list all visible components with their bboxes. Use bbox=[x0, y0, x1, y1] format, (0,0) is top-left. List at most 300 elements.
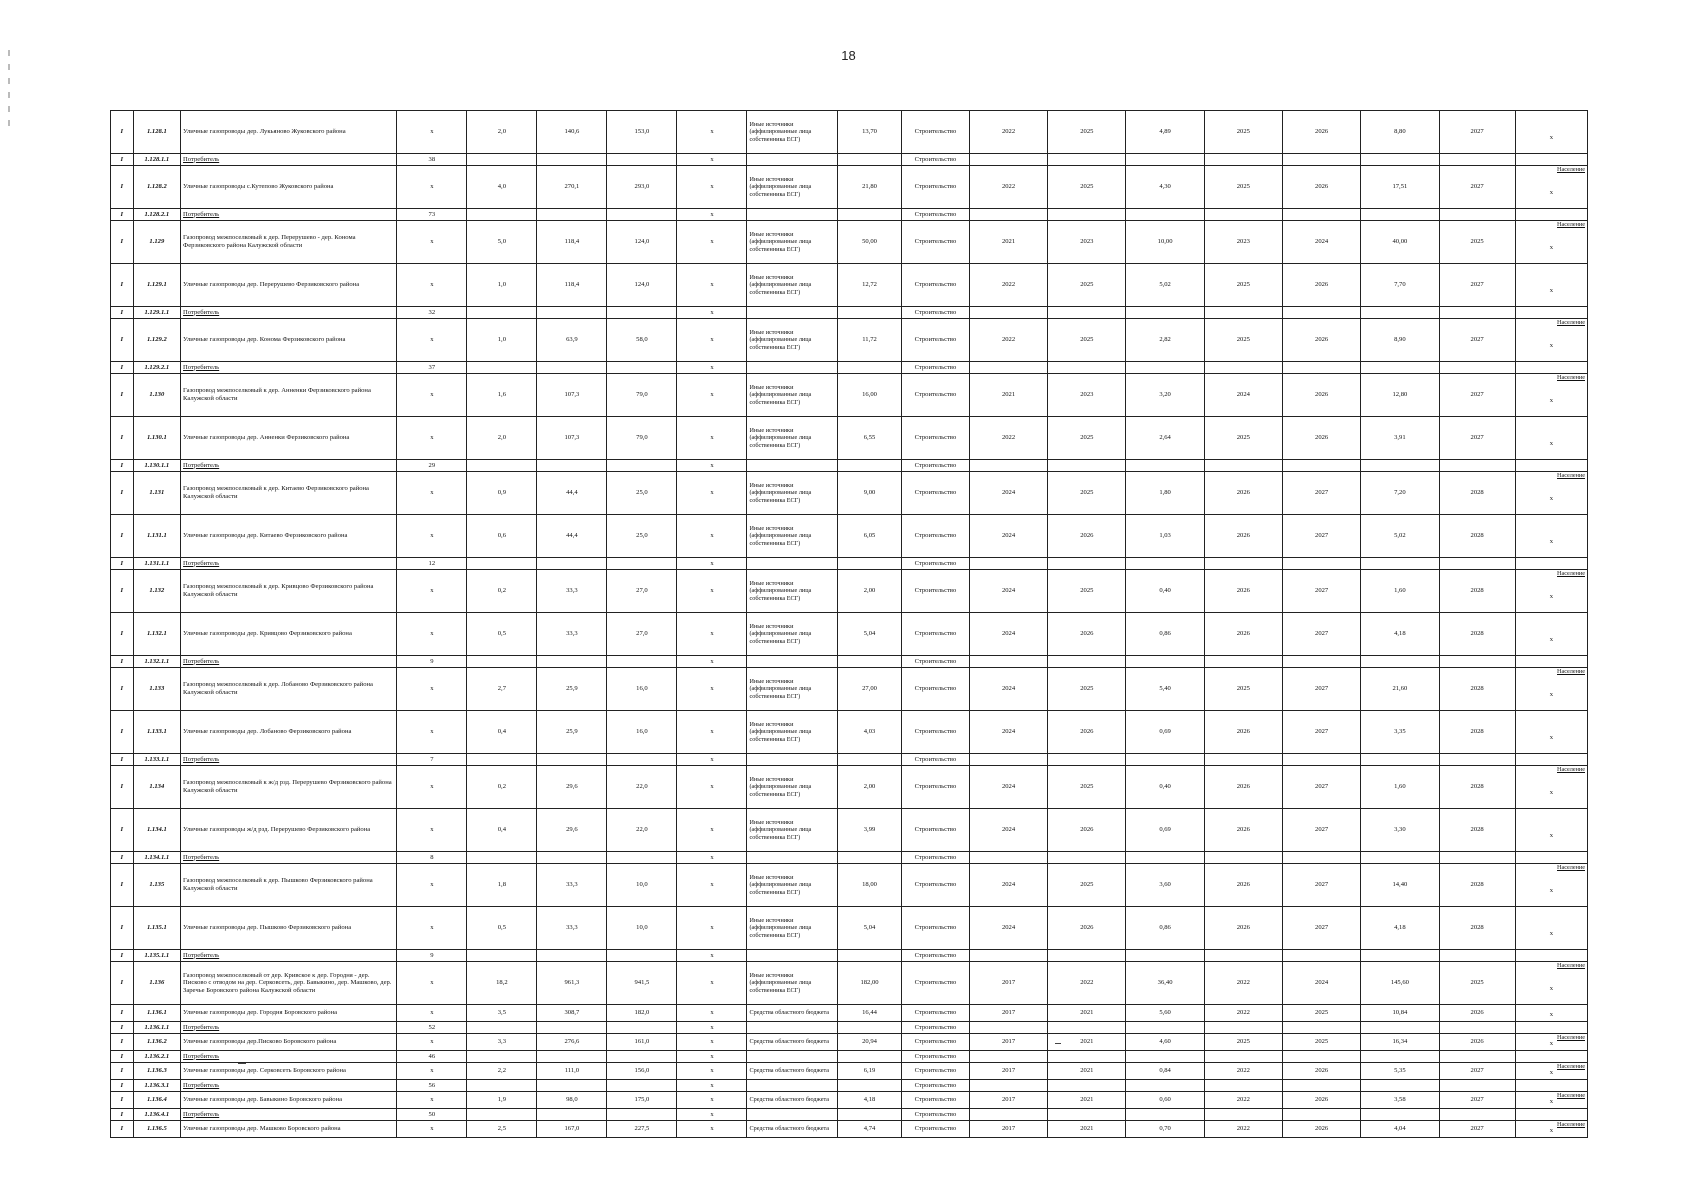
cell-empty bbox=[1439, 1080, 1515, 1092]
cell-year-4: 2024 bbox=[1282, 221, 1360, 264]
cell-source: Иные источники (аффилированные лица собственника ЕСГ) bbox=[747, 864, 838, 907]
consumer-row bbox=[111, 754, 1588, 766]
cell-year-5: 2027 bbox=[1439, 319, 1515, 362]
cell-year-4: 2026 bbox=[1282, 1121, 1360, 1138]
cell-last-mark: х bbox=[1549, 495, 1554, 503]
cell-roman: I bbox=[111, 264, 134, 307]
cell-col5: 33,3 bbox=[537, 613, 607, 656]
cell-year-start: 2024 bbox=[969, 472, 1047, 515]
cell-col5: 33,3 bbox=[537, 907, 607, 950]
cell-source: Иные источники (аффилированные лица собственника ЕСГ) bbox=[747, 613, 838, 656]
cell-value-2: 5,35 bbox=[1361, 1063, 1439, 1080]
cell-empty bbox=[1204, 460, 1282, 472]
cell-year-4: 2024 bbox=[1282, 962, 1360, 1005]
cell-year-5: 2028 bbox=[1439, 668, 1515, 711]
cell-population-label: Население bbox=[1557, 166, 1585, 173]
cell-stage: Строительство bbox=[901, 264, 969, 307]
page-number: 18 bbox=[841, 48, 856, 63]
cell-empty bbox=[1361, 852, 1439, 864]
cell-col6: 182,0 bbox=[607, 1005, 677, 1022]
cell-length: 1,0 bbox=[467, 319, 537, 362]
cell-name: Газопровод межпоселковый к ж/д рзд. Перерушево Ферзиковского района Калужской области bbox=[181, 766, 397, 809]
cell-year-3: 2025 bbox=[1204, 417, 1282, 460]
cell-length: 2,0 bbox=[467, 417, 537, 460]
cell-length: 5,0 bbox=[467, 221, 537, 264]
cell-col3: х bbox=[397, 711, 467, 754]
cell-year-3: 2026 bbox=[1204, 570, 1282, 613]
cell-empty bbox=[1515, 1080, 1587, 1092]
cell-year-end: 2026 bbox=[1048, 515, 1126, 558]
cell-col5: 118,4 bbox=[537, 221, 607, 264]
cell-col5: 308,7 bbox=[537, 1005, 607, 1022]
cell-empty bbox=[1126, 362, 1204, 374]
project-row bbox=[111, 809, 1588, 852]
cell-empty bbox=[838, 950, 902, 962]
cell-length: 2,0 bbox=[467, 111, 537, 154]
cell-col7: х bbox=[677, 711, 747, 754]
cell-year-5: 2026 bbox=[1439, 1034, 1515, 1051]
cell-amount: 6,19 bbox=[838, 1063, 902, 1080]
cell-empty bbox=[607, 852, 677, 864]
cell-empty bbox=[1361, 656, 1439, 668]
cell-number: 1.136.3.1 bbox=[133, 1080, 180, 1092]
cell-year-start: 2024 bbox=[969, 711, 1047, 754]
cell-empty bbox=[1439, 307, 1515, 319]
cell-number: 1.134.1 bbox=[133, 809, 180, 852]
cell-source: Средства областного бюджета bbox=[747, 1092, 838, 1109]
cell-value-1: 3,60 bbox=[1126, 864, 1204, 907]
cell-roman: I bbox=[111, 111, 134, 154]
cell-year-5: 2028 bbox=[1439, 472, 1515, 515]
cell-empty bbox=[607, 754, 677, 766]
cell-empty bbox=[747, 1080, 838, 1092]
cell-amount: 6,55 bbox=[838, 417, 902, 460]
cell-col7: х bbox=[677, 864, 747, 907]
cell-empty bbox=[838, 362, 902, 374]
cell-source: Иные источники (аффилированные лица собственника ЕСГ) bbox=[747, 111, 838, 154]
cell-year-end: 2025 bbox=[1048, 166, 1126, 209]
cell-empty bbox=[467, 209, 537, 221]
cell-value-2: 5,02 bbox=[1361, 515, 1439, 558]
cell-col7: х bbox=[677, 852, 747, 864]
cell-empty bbox=[1126, 1051, 1204, 1063]
cell-col5: 33,3 bbox=[537, 864, 607, 907]
cell-empty bbox=[537, 1080, 607, 1092]
project-row bbox=[111, 166, 1588, 209]
cell-year-4: 2026 bbox=[1282, 166, 1360, 209]
cell-stage: Строительство bbox=[901, 950, 969, 962]
cell-value-1: 5,02 bbox=[1126, 264, 1204, 307]
cell-name: Потребитель bbox=[181, 1051, 397, 1063]
cell-stage: Строительство bbox=[901, 852, 969, 864]
cell-col7: х bbox=[677, 1121, 747, 1138]
cell-amount: 9,00 bbox=[838, 472, 902, 515]
cell-amount: 11,72 bbox=[838, 319, 902, 362]
cell-col6: 25,0 bbox=[607, 472, 677, 515]
cell-last bbox=[1515, 166, 1587, 209]
cell-stage: Строительство bbox=[901, 558, 969, 570]
cell-last-mark: х bbox=[1549, 832, 1554, 840]
cell-empty bbox=[1515, 307, 1587, 319]
scan-mark bbox=[1055, 1043, 1061, 1044]
cell-empty bbox=[1204, 154, 1282, 166]
cell-empty bbox=[1515, 656, 1587, 668]
cell-empty bbox=[747, 307, 838, 319]
cell-number: 1.130.1.1 bbox=[133, 460, 180, 472]
cell-last-mark: х bbox=[1549, 1069, 1554, 1077]
cell-number: 1.131.1 bbox=[133, 515, 180, 558]
cell-name: Уличные газопроводы дер. Пышково Ферзиковского района bbox=[181, 907, 397, 950]
cell-last bbox=[1515, 264, 1587, 307]
cell-year-5: 2027 bbox=[1439, 1121, 1515, 1138]
cell-empty bbox=[537, 558, 607, 570]
cell-roman: I bbox=[111, 417, 134, 460]
cell-col6: 22,0 bbox=[607, 809, 677, 852]
cell-year-3: 2022 bbox=[1204, 1005, 1282, 1022]
cell-length: 1,6 bbox=[467, 374, 537, 417]
cell-value-1: 4,60 bbox=[1126, 1034, 1204, 1051]
cell-stage: Строительство bbox=[901, 809, 969, 852]
cell-col5: 140,6 bbox=[537, 111, 607, 154]
cell-year-3: 2026 bbox=[1204, 472, 1282, 515]
cell-empty bbox=[1361, 154, 1439, 166]
project-row bbox=[111, 1063, 1588, 1080]
cell-col7: х bbox=[677, 154, 747, 166]
cell-last bbox=[1515, 111, 1587, 154]
cell-name: Потребитель bbox=[181, 1080, 397, 1092]
cell-empty bbox=[1048, 1051, 1126, 1063]
cell-last-mark: х bbox=[1549, 342, 1554, 350]
cell-amount: 2,00 bbox=[838, 570, 902, 613]
cell-year-end: 2025 bbox=[1048, 417, 1126, 460]
cell-empty bbox=[467, 656, 537, 668]
cell-empty bbox=[1439, 754, 1515, 766]
cell-col7: х bbox=[677, 374, 747, 417]
consumer-row bbox=[111, 1109, 1588, 1121]
cell-population-label: Население bbox=[1557, 1092, 1585, 1099]
cell-source: Иные источники (аффилированные лица собственника ЕСГ) bbox=[747, 319, 838, 362]
cell-col6: 79,0 bbox=[607, 417, 677, 460]
cell-col5: 107,3 bbox=[537, 417, 607, 460]
cell-empty bbox=[1048, 154, 1126, 166]
cell-last-mark: х bbox=[1549, 134, 1554, 142]
cell-col3: х bbox=[397, 111, 467, 154]
cell-empty bbox=[607, 362, 677, 374]
cell-empty bbox=[1048, 1022, 1126, 1034]
cell-empty bbox=[1515, 950, 1587, 962]
consumer-row bbox=[111, 362, 1588, 374]
cell-roman: I bbox=[111, 1109, 134, 1121]
cell-value-2: 16,34 bbox=[1361, 1034, 1439, 1051]
cell-name: Потребитель bbox=[181, 558, 397, 570]
cell-population-label: Население bbox=[1557, 374, 1585, 381]
cell-col6: 124,0 bbox=[607, 264, 677, 307]
cell-last-mark: х bbox=[1549, 691, 1554, 699]
cell-roman: I bbox=[111, 319, 134, 362]
cell-source: Средства областного бюджета bbox=[747, 1063, 838, 1080]
cell-roman: I bbox=[111, 1034, 134, 1051]
consumer-row bbox=[111, 1022, 1588, 1034]
cell-empty bbox=[969, 1051, 1047, 1063]
cell-source: Иные источники (аффилированные лица собственника ЕСГ) bbox=[747, 809, 838, 852]
cell-col5: 25,9 bbox=[537, 711, 607, 754]
cell-year-4: 2027 bbox=[1282, 472, 1360, 515]
cell-col7: х bbox=[677, 754, 747, 766]
cell-value-2: 4,18 bbox=[1361, 613, 1439, 656]
cell-source: Иные источники (аффилированные лица собственника ЕСГ) bbox=[747, 374, 838, 417]
cell-empty bbox=[838, 1080, 902, 1092]
cell-empty bbox=[1515, 1022, 1587, 1034]
cell-empty bbox=[747, 558, 838, 570]
cell-population-label: Население bbox=[1557, 962, 1585, 969]
cell-source: Иные источники (аффилированные лица собственника ЕСГ) bbox=[747, 907, 838, 950]
cell-col7: х bbox=[677, 1080, 747, 1092]
cell-empty bbox=[969, 950, 1047, 962]
cell-consumer-count: 37 bbox=[397, 362, 467, 374]
cell-roman: I bbox=[111, 1092, 134, 1109]
cell-empty bbox=[1439, 1051, 1515, 1063]
cell-year-5: 2028 bbox=[1439, 864, 1515, 907]
cell-empty bbox=[969, 154, 1047, 166]
cell-number: 1.129 bbox=[133, 221, 180, 264]
cell-last bbox=[1515, 1063, 1587, 1080]
cell-empty bbox=[838, 460, 902, 472]
cell-col6: 175,0 bbox=[607, 1092, 677, 1109]
cell-year-end: 2025 bbox=[1048, 570, 1126, 613]
cell-empty bbox=[1515, 460, 1587, 472]
consumer-row bbox=[111, 154, 1588, 166]
cell-length: 1,8 bbox=[467, 864, 537, 907]
cell-last bbox=[1515, 472, 1587, 515]
cell-empty bbox=[467, 1080, 537, 1092]
cell-amount: 5,04 bbox=[838, 907, 902, 950]
cell-year-start: 2022 bbox=[969, 111, 1047, 154]
cell-year-5: 2028 bbox=[1439, 809, 1515, 852]
cell-last bbox=[1515, 374, 1587, 417]
cell-amount: 4,03 bbox=[838, 711, 902, 754]
cell-empty bbox=[1048, 209, 1126, 221]
cell-last bbox=[1515, 809, 1587, 852]
project-row bbox=[111, 711, 1588, 754]
cell-empty bbox=[969, 1022, 1047, 1034]
cell-empty bbox=[467, 1022, 537, 1034]
cell-year-start: 2024 bbox=[969, 907, 1047, 950]
cell-year-start: 2024 bbox=[969, 515, 1047, 558]
cell-empty bbox=[747, 1109, 838, 1121]
cell-amount: 3,99 bbox=[838, 809, 902, 852]
cell-length: 0,4 bbox=[467, 711, 537, 754]
cell-number: 1.130.1 bbox=[133, 417, 180, 460]
cell-empty bbox=[838, 852, 902, 864]
cell-col7: х bbox=[677, 950, 747, 962]
cell-value-1: 0,69 bbox=[1126, 809, 1204, 852]
cell-number: 1.134 bbox=[133, 766, 180, 809]
cell-year-start: 2022 bbox=[969, 166, 1047, 209]
cell-consumer-count: 46 bbox=[397, 1051, 467, 1063]
cell-empty bbox=[838, 209, 902, 221]
cell-col7: х bbox=[677, 766, 747, 809]
cell-empty bbox=[1282, 656, 1360, 668]
cell-stage: Строительство bbox=[901, 613, 969, 656]
cell-value-1: 0,69 bbox=[1126, 711, 1204, 754]
cell-length: 0,2 bbox=[467, 570, 537, 613]
cell-empty bbox=[969, 307, 1047, 319]
cell-empty bbox=[1282, 1022, 1360, 1034]
cell-population-label: Население bbox=[1557, 1121, 1585, 1128]
cell-col3: х bbox=[397, 221, 467, 264]
cell-empty bbox=[1204, 558, 1282, 570]
cell-last-mark: х bbox=[1549, 734, 1554, 742]
cell-empty bbox=[537, 460, 607, 472]
cell-year-end: 2026 bbox=[1048, 907, 1126, 950]
cell-col3: х bbox=[397, 1063, 467, 1080]
cell-name: Уличные газопроводы дер. Городня Боровского района bbox=[181, 1005, 397, 1022]
margin-marks bbox=[6, 50, 16, 140]
cell-source: Средства областного бюджета bbox=[747, 1034, 838, 1051]
cell-year-start: 2017 bbox=[969, 1063, 1047, 1080]
cell-last bbox=[1515, 613, 1587, 656]
cell-consumer-count: 73 bbox=[397, 209, 467, 221]
cell-amount: 182,00 bbox=[838, 962, 902, 1005]
cell-empty bbox=[1204, 950, 1282, 962]
cell-col7: х bbox=[677, 264, 747, 307]
consumer-row bbox=[111, 307, 1588, 319]
cell-empty bbox=[838, 307, 902, 319]
cell-col7: х bbox=[677, 307, 747, 319]
cell-source: Иные источники (аффилированные лица собственника ЕСГ) bbox=[747, 221, 838, 264]
cell-col5: 33,3 bbox=[537, 570, 607, 613]
cell-col5: 98,0 bbox=[537, 1092, 607, 1109]
cell-empty bbox=[467, 307, 537, 319]
cell-col6: 16,0 bbox=[607, 711, 677, 754]
cell-stage: Строительство bbox=[901, 907, 969, 950]
cell-empty bbox=[467, 1051, 537, 1063]
cell-source: Иные источники (аффилированные лица собственника ЕСГ) bbox=[747, 570, 838, 613]
cell-number: 1.133.1.1 bbox=[133, 754, 180, 766]
cell-amount: 12,72 bbox=[838, 264, 902, 307]
cell-amount: 16,44 bbox=[838, 1005, 902, 1022]
cell-empty bbox=[1126, 460, 1204, 472]
cell-empty bbox=[1439, 656, 1515, 668]
cell-empty bbox=[1048, 1109, 1126, 1121]
cell-consumer-count: 38 bbox=[397, 154, 467, 166]
cell-empty bbox=[838, 1051, 902, 1063]
cell-stage: Строительство bbox=[901, 1063, 969, 1080]
cell-empty bbox=[747, 209, 838, 221]
cell-empty bbox=[1361, 209, 1439, 221]
cell-col3: х bbox=[397, 864, 467, 907]
cell-col7: х bbox=[677, 460, 747, 472]
cell-last-mark: х bbox=[1549, 1011, 1554, 1019]
cell-empty bbox=[1204, 209, 1282, 221]
project-row bbox=[111, 111, 1588, 154]
cell-roman: I bbox=[111, 472, 134, 515]
cell-empty bbox=[1204, 1051, 1282, 1063]
cell-year-start: 2024 bbox=[969, 613, 1047, 656]
cell-name: Потребитель bbox=[181, 362, 397, 374]
cell-amount: 20,94 bbox=[838, 1034, 902, 1051]
cell-last bbox=[1515, 515, 1587, 558]
cell-value-1: 1,03 bbox=[1126, 515, 1204, 558]
scan-mark bbox=[238, 1063, 246, 1064]
cell-year-5: 2028 bbox=[1439, 613, 1515, 656]
cell-source: Иные источники (аффилированные лица собственника ЕСГ) bbox=[747, 417, 838, 460]
cell-empty bbox=[747, 154, 838, 166]
cell-empty bbox=[1439, 558, 1515, 570]
cell-empty bbox=[1126, 852, 1204, 864]
cell-last bbox=[1515, 1092, 1587, 1109]
cell-col7: х bbox=[677, 1063, 747, 1080]
cell-empty bbox=[1048, 754, 1126, 766]
cell-consumer-count: 12 bbox=[397, 558, 467, 570]
cell-empty bbox=[537, 1051, 607, 1063]
cell-empty bbox=[607, 460, 677, 472]
cell-empty bbox=[1048, 1080, 1126, 1092]
cell-empty bbox=[1126, 950, 1204, 962]
cell-last-mark: х bbox=[1549, 636, 1554, 644]
cell-year-start: 2024 bbox=[969, 809, 1047, 852]
cell-name: Уличные газопроводы дер. Машково Боровского района bbox=[181, 1121, 397, 1138]
cell-year-3: 2026 bbox=[1204, 809, 1282, 852]
cell-col6: 27,0 bbox=[607, 613, 677, 656]
cell-population-label: Население bbox=[1557, 668, 1585, 675]
cell-col6: 16,0 bbox=[607, 668, 677, 711]
cell-year-5: 2027 bbox=[1439, 417, 1515, 460]
cell-year-3: 2026 bbox=[1204, 515, 1282, 558]
cell-empty bbox=[969, 852, 1047, 864]
cell-value-2: 8,80 bbox=[1361, 111, 1439, 154]
cell-stage: Строительство bbox=[901, 1121, 969, 1138]
cell-stage: Строительство bbox=[901, 1109, 969, 1121]
cell-col7: х bbox=[677, 570, 747, 613]
cell-col7: х bbox=[677, 319, 747, 362]
cell-empty bbox=[1204, 362, 1282, 374]
cell-empty bbox=[607, 1051, 677, 1063]
cell-year-4: 2026 bbox=[1282, 417, 1360, 460]
cell-empty bbox=[747, 1051, 838, 1063]
cell-year-5: 2027 bbox=[1439, 166, 1515, 209]
cell-roman: I bbox=[111, 1063, 134, 1080]
cell-name: Потребитель bbox=[181, 154, 397, 166]
cell-col5: 270,1 bbox=[537, 166, 607, 209]
cell-amount: 27,00 bbox=[838, 668, 902, 711]
cell-empty bbox=[1282, 460, 1360, 472]
cell-empty bbox=[1515, 1051, 1587, 1063]
cell-year-3: 2026 bbox=[1204, 613, 1282, 656]
cell-last-mark: х bbox=[1549, 1040, 1554, 1048]
cell-year-5: 2028 bbox=[1439, 766, 1515, 809]
cell-year-3: 2025 bbox=[1204, 264, 1282, 307]
cell-number: 1.128.1.1 bbox=[133, 154, 180, 166]
cell-year-3: 2026 bbox=[1204, 766, 1282, 809]
cell-population-label: Население bbox=[1557, 1034, 1585, 1041]
cell-name: Уличные газопроводы дер. Китаево Ферзиковского района bbox=[181, 515, 397, 558]
cell-year-start: 2022 bbox=[969, 417, 1047, 460]
cell-population-label: Население bbox=[1557, 864, 1585, 871]
project-row bbox=[111, 319, 1588, 362]
cell-empty bbox=[1048, 307, 1126, 319]
cell-empty bbox=[838, 1022, 902, 1034]
cell-last bbox=[1515, 417, 1587, 460]
cell-roman: I bbox=[111, 668, 134, 711]
cell-year-end: 2026 bbox=[1048, 809, 1126, 852]
cell-col6: 27,0 bbox=[607, 570, 677, 613]
cell-amount: 4,74 bbox=[838, 1121, 902, 1138]
cell-value-2: 40,00 bbox=[1361, 221, 1439, 264]
cell-value-2: 3,58 bbox=[1361, 1092, 1439, 1109]
cell-empty bbox=[1361, 1109, 1439, 1121]
cell-empty bbox=[1515, 754, 1587, 766]
